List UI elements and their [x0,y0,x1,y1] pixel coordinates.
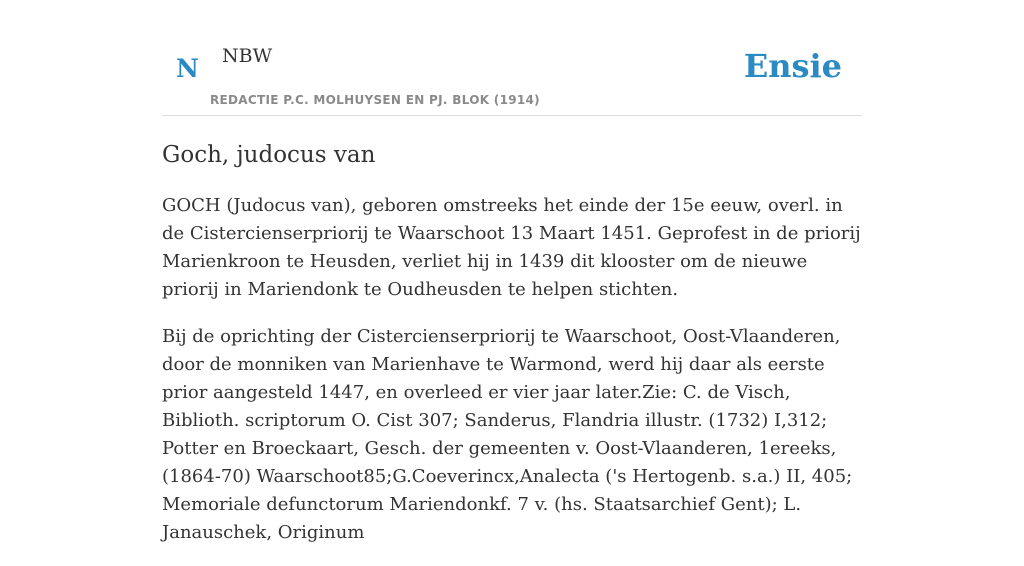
source-logo-icon[interactable]: N [176,54,199,83]
article-title: Goch, judocus van [162,142,376,168]
source-subtitle: REDACTIE P.C. MOLHUYSEN EN PJ. BLOK (1914) [210,93,540,107]
ensie-logo-link[interactable]: Ensie [743,47,842,85]
article-paragraph: Bij de oprichting der Cistercienserpriorij te Waarschoot, Oost-Vlaanderen, door de monniken van Marienhave te Warmond, werd hij daar als eerste prior aangesteld 1447, en overleed er vier jaar later.Zie: C. de Visch, Biblioth. scriptorum O. Cist 307; Sanderus, Flandria illustr. (1732) I,312; Potter en Broeckaart, Gesch. der gemeenten v. Oost-Vlaanderen, 1ereeks,(1864-70) Waarschoot85;G.Coeverincx,Analecta ('s Hertogenb. s.a.) II, 405; Memoriale defunctorum Mariendonkf. 7 v. (hs. Staatsarchief Gent); L. Janauschek, Originum [162,326,853,543]
source-name-link[interactable]: NBW [222,45,273,67]
article-body [162,192,862,566]
article-paragraph: GOCH (Judocus van), geboren omstreeks het einde der 15e eeuw, overl. in de Cistercienserpriorij te Waarschoot 13 Maart 1451. Geprofest in de priorij Marienkroon te Heusden, verliet hij in 1439 dit klooster om de nieuwe priorij in Mariendonk te Oudheusden te helpen stichten. [162,195,861,300]
page [162,0,862,543]
header [162,0,862,116]
